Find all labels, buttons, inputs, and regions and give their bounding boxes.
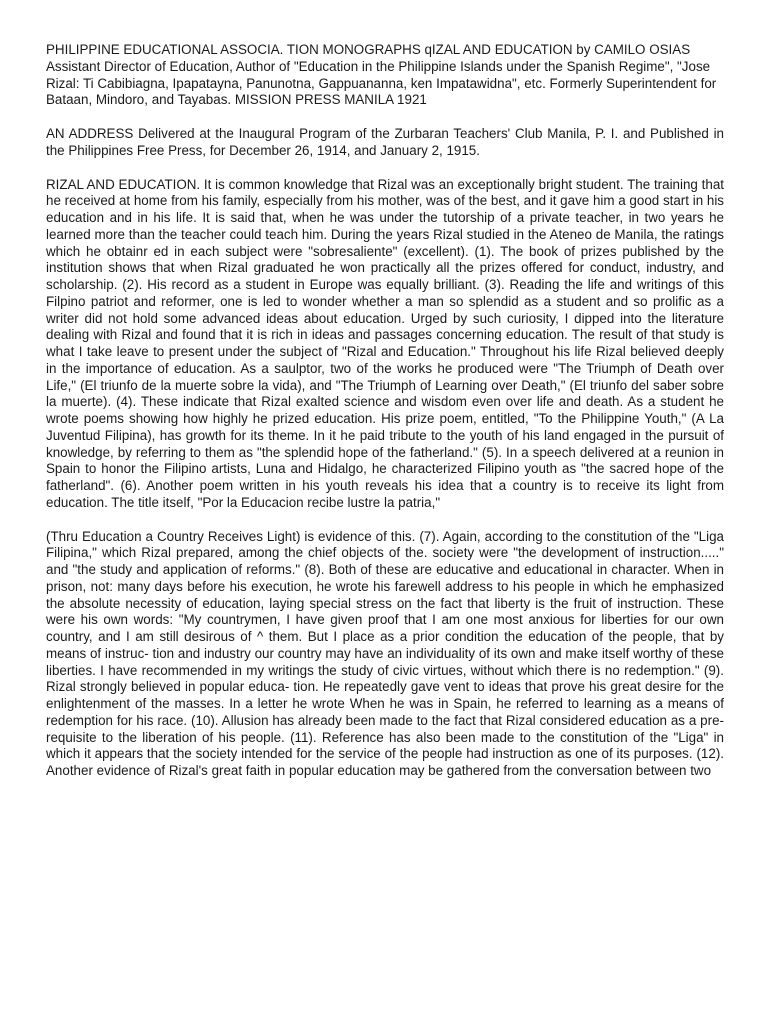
title-block-paragraph: PHILIPPINE EDUCATIONAL ASSOCIA. TION MONOGRAPHS qIZAL AND EDUCATION by CAMILO OSIAS Assistant Director of Education, Author of "Education in the Philippine Islands under the Spanish Regime", "Jose Rizal: Ti Cabibiagna, Ipapatayna, Panunotna, Gappuananna, ken Impatawidna", etc. Formerly Superintendent for Bataan, Mindoro, and Tayabas. MISSION PRESS MANILA 1921 xyxy=(46,42,717,108)
document-page xyxy=(46,42,724,797)
body-paragraph-2: (Thru Education a Country Receives Light) is evidence of this. (7). Again, according to the constitution of the "Liga Filipina," which Rizal prepared, among the chief objects of the. society were "the development of instruction....." and "the study and application of reforms." (8). Both of these are educative and educational in character. When in prison, not: many days before his execution, he wrote his farewell address to his people in which he emphasized the absolute necessity of education, laying special stress on the fact that liberty is the fruit of instruction. These were his own words: "My countrymen, I have given proof that I am one most anxious for liberties for our own country, and I am still desirous of ^ them. But I place as a prior condition the education of the people, that by means of instruc- tion and industry our country may have an individuality of its own and make itself worthy of these liberties. I have recommended in my writings the study of civic virtues, without which there is no redemption." (9). Rizal strongly believed in popular educa- tion. He repeatedly gave vent to ideas that prove his great desire for the enlightenment of the masses. In a letter he wrote When he was in Spain, he referred to learning as a means of redemption for his race. (10). Allusion has already been made to the fact that Rizal considered education as a pre-requisite to the liberation of his people. (11). Reference has also been made to the constitution of the "Liga" in which it appears that the society intended for the service of the people had instruction as one of its purposes. (12). Another evidence of Rizal's great faith in popular education may be gathered from the conversation between two xyxy=(46,528,724,778)
body-paragraph-1: RIZAL AND EDUCATION. It is common knowledge that Rizal was an exceptionally bright student. The training that he received at home from his family, especially from his mother, was of the best, and it gave him a good start in his education and in his life. It is said that, when he was under the tutorship of a private teacher, in two years he learned more than the teacher could teach him. During the years Rizal studied in the Ateneo de Manila, the ratings which he obtainr ed in each subject were "sobresaliente" (excellent). (1). The book of prizes published by the institution shows that when Rizal graduated he won practically all the prizes offered for conduct, industry, and scholarship. (2). His record as a student in Europe was equally brilliant. (3). Reading the life and writings of this Filpino patriot and reformer, one is led to wonder whether a man so splendid as a student and so prolific as a writer did not hold some advanced ideas about education. Urged by such curiosity, I dipped into the literature dealing with Rizal and found that it is rich in ideas and passages concerning education. The result of that study is what I take leave to present under the subject of "Rizal and Education." Throughout his life Rizal believed deeply in the importance of education. As a saulptor, two of the works he produced were "The Triumph of Death over Life," (El triunfo de la muerte sobre la vida), and "The Triumph of Learning over Death," (El triunfo del saber sobre la muerte). (4). These indicate that Rizal exalted science and wisdom even over life and death. As a student he wrote poems showing how highly he prized education. His prize poem, entitled, "To the Philippine Youth," (A La Juventud Filipina), has growth for its theme. In it he paid tribute to the youth of his land engaged in the pursuit of knowledge, by referring to them as "the splendid hope of the fatherland." (5). In a speech delivered at a reunion in Spain to honor the Filipino artists, Luna and Hidalgo, he characterized Filipino youth as "the sacred hope of the fatherland". (6). Another poem written in his youth reveals his idea that a country is to receive its light from education. The title itself, "Por la Educacion recibe lustre la patria," xyxy=(46,176,724,510)
address-info-paragraph: AN ADDRESS Delivered at the Inaugural Program of the Zurbaran Teachers' Club Manila, P. I. and Published in the Philippines Free Press, for December 26, 1914, and January 2, 1915. xyxy=(46,126,724,158)
